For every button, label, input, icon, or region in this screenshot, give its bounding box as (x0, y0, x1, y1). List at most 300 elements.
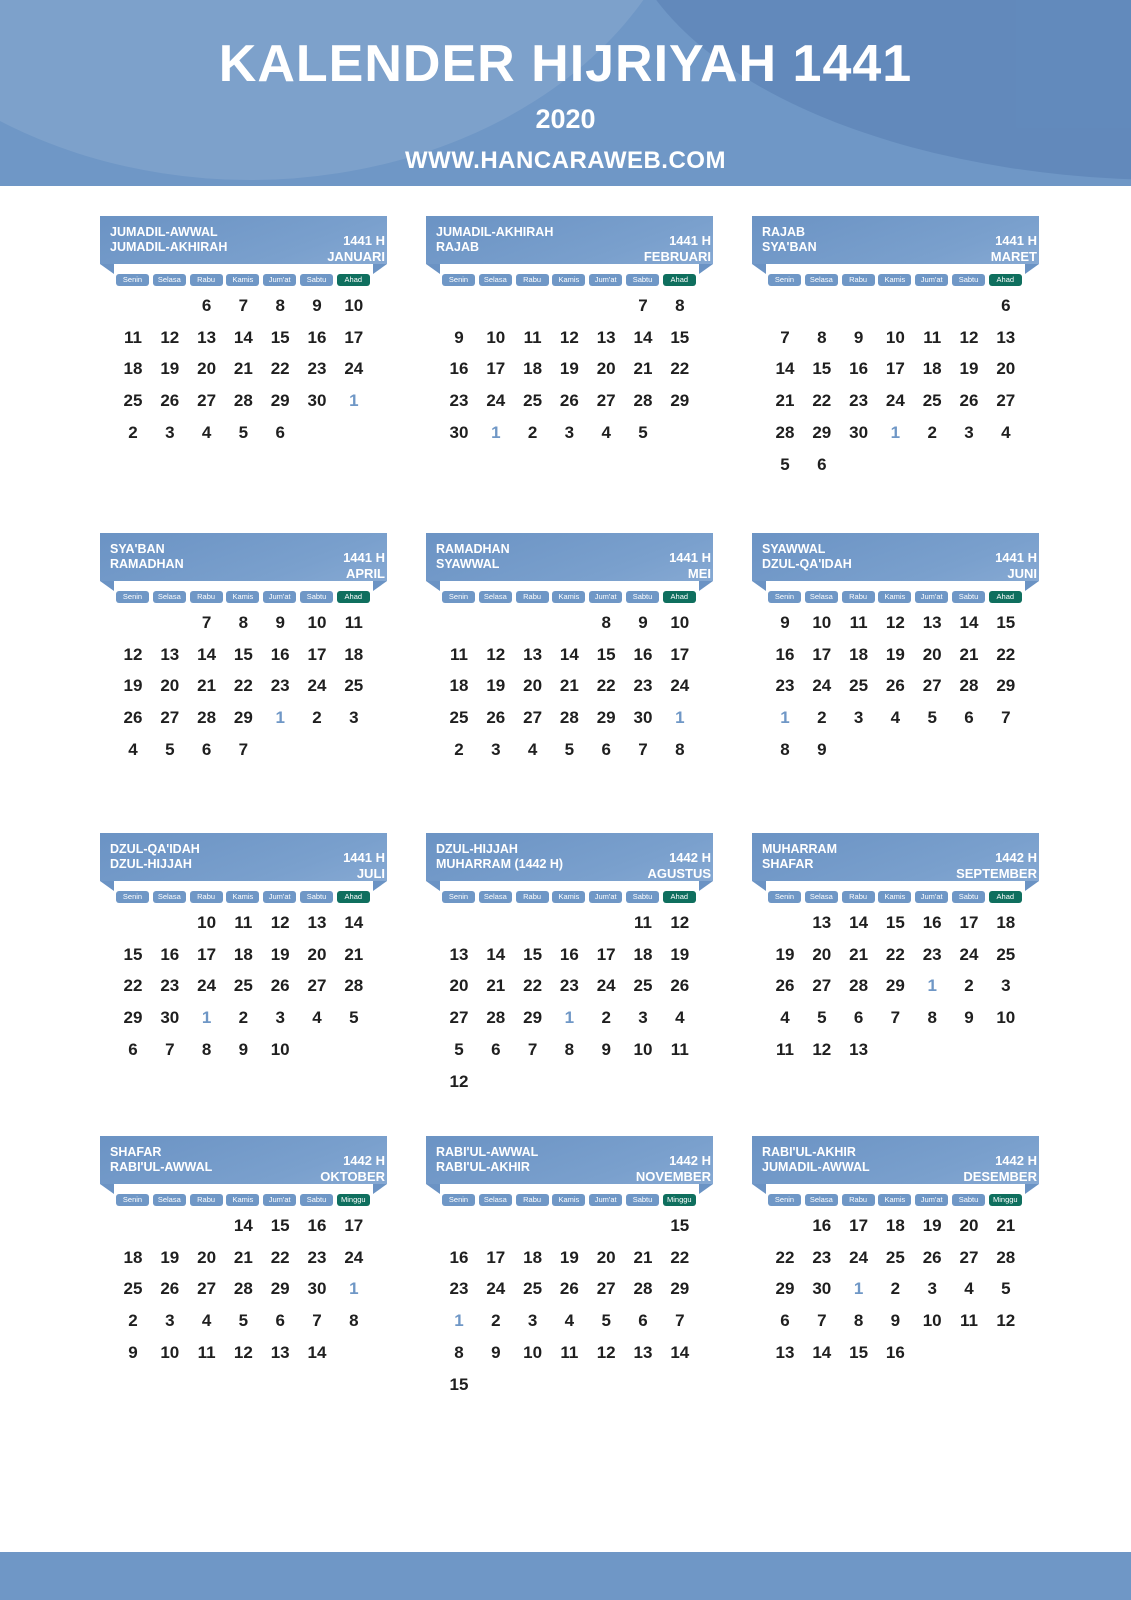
ribbon-fold (373, 581, 387, 591)
weekday-label: Kamis (878, 591, 911, 603)
month-block (426, 216, 726, 516)
weekday-label: Rabu (842, 274, 875, 286)
date-cell: 28 (233, 1279, 253, 1299)
date-cell: 23 (812, 1247, 832, 1267)
month-header (100, 533, 387, 581)
month-header (752, 833, 1039, 881)
date-cell: 18 (344, 644, 364, 664)
weekday-label: Rabu (190, 591, 223, 603)
date-cell: 18 (123, 1247, 143, 1267)
date-cell: 1 (853, 1279, 864, 1299)
gregorian-month: APRIL (346, 566, 385, 581)
date-cell: 27 (307, 976, 327, 996)
date-cell: 2 (890, 1279, 901, 1299)
date-cell: 4 (527, 739, 538, 759)
date-cell: 21 (633, 1247, 653, 1267)
date-cell: 2 (312, 708, 322, 728)
date-cell: 8 (275, 296, 285, 315)
ribbon-fold (699, 264, 713, 274)
weekday-label: Rabu (842, 891, 875, 903)
date-cell: 22 (270, 1247, 290, 1267)
weekday-label: Kamis (226, 274, 259, 286)
date-cell: 13 (270, 1342, 290, 1362)
date-cell: 27 (449, 1008, 469, 1028)
date-cell: 27 (996, 391, 1016, 411)
date-cell: 1 (349, 391, 359, 411)
ribbon-fold (100, 264, 114, 274)
date-cell: 21 (559, 676, 579, 696)
date-cell: 19 (885, 644, 905, 664)
date-cell: 8 (349, 1311, 359, 1331)
date-cell: 22 (885, 944, 905, 964)
weekday-row (116, 591, 376, 603)
weekday-label: Jum'at (589, 274, 622, 286)
weekday-label: Ahad (337, 274, 370, 286)
ribbon-fold (752, 1184, 766, 1194)
date-cell: 19 (123, 676, 143, 696)
weekday-label: Jum'at (263, 891, 296, 903)
date-cell: 17 (486, 359, 506, 379)
date-cell: 26 (160, 391, 180, 411)
date-cell: 22 (596, 676, 616, 696)
date-cell: 2 (527, 422, 538, 442)
date-cell: 11 (670, 1039, 689, 1059)
date-cell: 11 (960, 1311, 978, 1331)
date-cell: 1 (275, 708, 285, 728)
date-cell: 24 (486, 1279, 506, 1299)
month-header (752, 216, 1039, 264)
date-cell: 15 (449, 1374, 469, 1394)
date-cell: 9 (638, 613, 648, 632)
date-cell: 26 (885, 676, 905, 696)
date-cell: 25 (996, 944, 1016, 964)
date-cell: 20 (523, 676, 543, 696)
date-cell: 18 (885, 1216, 905, 1235)
ribbon-fold (426, 264, 440, 274)
date-cell: 2 (238, 1008, 249, 1028)
weekday-label: Jum'at (589, 1194, 622, 1206)
ribbon-fold (752, 264, 766, 274)
date-cell: 26 (270, 976, 290, 996)
date-cell: 17 (885, 359, 905, 379)
date-cell: 15 (670, 1216, 690, 1235)
weekday-label: Sabtu (300, 1194, 333, 1206)
date-cell: 18 (633, 944, 653, 964)
weekday-label: Kamis (878, 1194, 911, 1206)
date-cell: 15 (812, 359, 832, 379)
date-cell: 16 (449, 1247, 469, 1267)
date-cell: 8 (675, 296, 685, 315)
date-cell: 30 (449, 422, 469, 442)
month-block (752, 833, 1052, 1133)
date-cell: 15 (596, 644, 616, 664)
date-cell: 3 (527, 1311, 538, 1331)
date-cell: 9 (890, 1311, 901, 1331)
date-cell: 28 (344, 976, 364, 996)
date-cell: 24 (596, 976, 616, 996)
hijri-month-start: RABI'UL-AKHIR (762, 1145, 856, 1159)
hijri-year: 1442 H (343, 1153, 385, 1168)
date-cell: 4 (564, 1311, 575, 1331)
date-cell: 5 (238, 1311, 249, 1331)
gregorian-month: JULI (356, 866, 385, 881)
weekday-label: Ahad (663, 274, 696, 286)
date-cell: 7 (780, 327, 790, 347)
hijri-month-end: SYA'BAN (762, 240, 817, 254)
hijri-month-start: SYAWWAL (762, 542, 826, 556)
date-cell: 17 (307, 644, 327, 664)
gregorian-month: NOVEMBER (635, 1169, 711, 1184)
date-cell: 10 (486, 327, 506, 347)
date-cell: 11 (523, 327, 542, 347)
weekday-label: Senin (116, 1194, 149, 1206)
weekday-label: Selasa (153, 274, 186, 286)
date-cell: 25 (523, 1279, 543, 1299)
date-cell: 29 (996, 676, 1016, 696)
date-cell: 1 (564, 1008, 575, 1028)
date-cell: 5 (165, 739, 175, 759)
date-cell: 13 (307, 913, 327, 932)
date-cell: 26 (160, 1279, 180, 1299)
gregorian-month: AGUSTUS (647, 866, 711, 881)
weekday-label: Ahad (989, 274, 1022, 286)
date-cell: 24 (885, 391, 905, 411)
date-cell: 18 (922, 359, 942, 379)
hijri-month-end: JUMADIL-AWWAL (762, 1160, 870, 1174)
month-block (100, 1136, 400, 1436)
date-cell: 9 (275, 613, 285, 632)
date-cell: 24 (959, 944, 979, 964)
date-cell: 6 (201, 739, 212, 759)
date-cell: 16 (307, 327, 327, 347)
date-cell: 19 (959, 359, 979, 379)
date-cell: 13 (812, 913, 832, 932)
weekday-label: Jum'at (915, 591, 948, 603)
date-cell: 7 (638, 739, 648, 759)
date-cell: 27 (922, 676, 942, 696)
date-cell: 17 (344, 327, 364, 347)
date-cell: 28 (775, 422, 795, 442)
date-cell: 12 (596, 1342, 616, 1362)
hijri-month-start: DZUL-QA'IDAH (110, 842, 200, 856)
ribbon-fold (426, 581, 440, 591)
date-cell: 6 (817, 454, 827, 474)
date-cell: 29 (885, 976, 905, 996)
date-cell: 6 (964, 708, 974, 728)
date-cell: 6 (638, 1311, 648, 1331)
weekday-row (442, 591, 702, 603)
date-cell: 7 (890, 1008, 901, 1028)
weekday-label: Sabtu (626, 1194, 659, 1206)
month-block (752, 1136, 1052, 1436)
date-cell: 12 (270, 913, 290, 932)
weekday-row (768, 591, 1028, 603)
date-cell: 26 (123, 708, 143, 728)
date-cell: 9 (817, 739, 827, 759)
date-cell: 5 (238, 422, 249, 442)
date-cell: 20 (596, 1247, 616, 1267)
date-cell: 23 (307, 1247, 327, 1267)
date-cell: 21 (775, 391, 795, 411)
hijri-year: 1441 H (995, 233, 1037, 248)
weekday-label: Selasa (479, 1194, 512, 1206)
date-cell: 14 (307, 1342, 327, 1362)
month-header (426, 1136, 713, 1184)
date-cell: 12 (885, 613, 905, 632)
month-header (752, 533, 1039, 581)
date-cell: 9 (601, 1039, 611, 1059)
date-cell: 25 (885, 1247, 905, 1267)
date-cell: 28 (233, 391, 253, 411)
date-cell: 3 (491, 739, 501, 759)
weekday-label: Selasa (153, 591, 186, 603)
date-cell: 20 (307, 944, 327, 964)
date-cell: 13 (523, 644, 543, 664)
date-cell: 24 (849, 1247, 869, 1267)
date-cell: 28 (486, 1008, 506, 1028)
date-cell: 9 (964, 1008, 974, 1028)
date-cell: 30 (307, 391, 327, 411)
date-cell: 6 (1001, 296, 1011, 315)
date-cell: 7 (638, 296, 648, 315)
date-cell: 30 (812, 1279, 832, 1299)
date-cell: 16 (160, 944, 180, 964)
weekday-row (768, 891, 1028, 903)
weekday-label: Sabtu (626, 591, 659, 603)
weekday-label: Kamis (552, 591, 585, 603)
date-cell: 29 (270, 391, 290, 411)
ribbon-fold (699, 1184, 713, 1194)
hijri-year: 1442 H (669, 850, 711, 865)
date-cell: 3 (853, 708, 864, 728)
hijri-month-end: RABI'UL-AWWAL (110, 1160, 213, 1174)
date-cell: 25 (849, 676, 869, 696)
date-cell: 23 (160, 976, 180, 996)
hijri-year: 1441 H (343, 550, 385, 565)
date-cell: 8 (201, 1039, 212, 1059)
date-cell: 21 (633, 359, 653, 379)
date-cell: 9 (491, 1342, 501, 1362)
ribbon-fold (1025, 881, 1039, 891)
date-cell: 7 (312, 1311, 322, 1331)
date-cell: 18 (449, 676, 469, 696)
weekday-label: Senin (442, 891, 475, 903)
hijri-month-end: RAJAB (436, 240, 480, 254)
date-cell: 3 (638, 1008, 648, 1028)
date-cell: 27 (959, 1247, 979, 1267)
hijri-month-start: SHAFAR (110, 1145, 162, 1159)
weekday-label: Sabtu (626, 891, 659, 903)
date-cell: 11 (344, 613, 363, 632)
date-cell: 22 (812, 391, 832, 411)
month-block (752, 533, 1052, 833)
page-year: 2020 (535, 104, 596, 134)
date-cell: 4 (201, 1311, 212, 1331)
date-cell: 20 (160, 676, 180, 696)
date-cell: 8 (564, 1039, 575, 1059)
page-title: KALENDER HIJRIYAH 1441 (218, 35, 913, 93)
month-header (426, 216, 713, 264)
weekday-label: Rabu (190, 891, 223, 903)
ribbon-fold (1025, 264, 1039, 274)
gregorian-month: JUNI (1007, 566, 1037, 581)
date-cell: 29 (670, 391, 690, 411)
date-cell: 25 (922, 391, 942, 411)
ribbon-fold (373, 1184, 387, 1194)
date-cell: 16 (775, 644, 795, 664)
date-cell: 2 (927, 422, 937, 442)
date-cell: 26 (559, 1279, 579, 1299)
date-cell: 9 (312, 296, 322, 315)
date-cell: 5 (564, 739, 575, 759)
date-cell: 30 (160, 1008, 180, 1028)
date-cell: 5 (454, 1039, 464, 1059)
date-cell: 21 (233, 359, 253, 379)
month-block (100, 833, 400, 1133)
date-cell: 21 (233, 1247, 253, 1267)
date-cell: 11 (923, 327, 942, 347)
date-cell: 22 (670, 359, 690, 379)
date-cell: 23 (775, 676, 795, 696)
date-cell: 4 (890, 708, 901, 728)
hijri-year: 1441 H (343, 850, 385, 865)
weekday-row (116, 274, 376, 286)
date-cell: 15 (996, 613, 1016, 632)
date-cell: 3 (927, 1279, 937, 1299)
hijri-month-end: RAMADHAN (110, 557, 184, 571)
hijri-month-end: JUMADIL-AKHIRAH (110, 240, 228, 254)
weekday-label: Senin (116, 274, 149, 286)
date-cell: 8 (238, 613, 249, 632)
date-cell: 28 (197, 708, 217, 728)
weekday-label: Kamis (552, 274, 585, 286)
date-cell: 25 (123, 1279, 143, 1299)
date-cell: 6 (275, 1311, 285, 1331)
date-cell: 12 (160, 327, 180, 347)
weekday-label: Senin (116, 591, 149, 603)
weekday-label: Jum'at (915, 891, 948, 903)
date-cell: 8 (780, 739, 790, 759)
date-cell: 2 (454, 739, 464, 759)
month-block (752, 216, 1052, 516)
date-cell: 3 (165, 1311, 175, 1331)
date-cell: 25 (449, 708, 469, 728)
date-cell: 6 (128, 1039, 138, 1059)
date-cell: 24 (344, 1247, 364, 1267)
date-cell: 17 (670, 644, 690, 664)
date-cell: 6 (853, 1008, 864, 1028)
date-cell: 15 (849, 1342, 869, 1362)
date-cell: 22 (233, 676, 253, 696)
date-cell: 21 (486, 976, 506, 996)
date-cell: 4 (1001, 422, 1011, 442)
ribbon-fold (1025, 1184, 1039, 1194)
date-cell: 17 (486, 1247, 506, 1267)
weekday-label: Jum'at (915, 274, 948, 286)
date-cell: 14 (233, 1216, 253, 1235)
date-cell: 1 (201, 1008, 212, 1028)
date-cell: 10 (307, 613, 327, 632)
date-cell: 25 (344, 676, 364, 696)
date-cell: 5 (349, 1008, 359, 1028)
date-cell: 16 (270, 644, 290, 664)
date-cell: 16 (849, 359, 869, 379)
date-cell: 2 (601, 1008, 611, 1028)
date-cell: 23 (270, 676, 290, 696)
date-cell: 3 (165, 422, 175, 442)
weekday-row (442, 1194, 702, 1206)
date-cell: 4 (964, 1279, 974, 1299)
date-cell: 2 (817, 708, 827, 728)
weekday-label: Ahad (989, 891, 1022, 903)
date-cell: 11 (634, 913, 652, 932)
hijri-month-start: JUMADIL-AWWAL (110, 225, 218, 239)
date-cell: 11 (234, 913, 253, 932)
weekday-label: Selasa (805, 591, 838, 603)
date-cell: 12 (449, 1071, 469, 1091)
weekday-label: Rabu (190, 274, 223, 286)
weekday-label: Jum'at (263, 1194, 296, 1206)
date-cell: 3 (564, 422, 575, 442)
weekday-label: Ahad (337, 591, 370, 603)
date-cell: 28 (959, 676, 979, 696)
date-cell: 10 (160, 1342, 180, 1362)
date-cell: 3 (964, 422, 974, 442)
date-cell: 26 (486, 708, 506, 728)
date-cell: 6 (491, 1039, 501, 1059)
date-cell: 29 (123, 1008, 143, 1028)
weekday-row (768, 274, 1028, 286)
date-cell: 27 (160, 708, 180, 728)
hijri-year: 1442 H (669, 1153, 711, 1168)
ribbon-fold (426, 1184, 440, 1194)
weekday-label: Senin (768, 591, 801, 603)
header-banner (0, 0, 1131, 186)
date-cell: 28 (996, 1247, 1016, 1267)
date-cell: 7 (165, 1039, 175, 1059)
month-block (426, 533, 726, 833)
weekday-label: Sabtu (300, 891, 333, 903)
date-cell: 27 (596, 1279, 616, 1299)
date-cell: 23 (633, 676, 653, 696)
hijri-month-start: RAMADHAN (436, 542, 510, 556)
date-cell: 10 (670, 613, 690, 632)
date-cell: 28 (633, 391, 653, 411)
date-cell: 1 (675, 708, 685, 728)
hijri-year: 1441 H (669, 550, 711, 565)
gregorian-month: SEPTEMBER (956, 866, 1037, 881)
ribbon-fold (373, 881, 387, 891)
date-cell: 17 (959, 913, 979, 932)
date-cell: 23 (922, 944, 942, 964)
date-cell: 20 (197, 359, 217, 379)
month-header (100, 216, 387, 264)
hijri-month-end: SHAFAR (762, 857, 814, 871)
date-cell: 14 (197, 644, 217, 664)
date-cell: 12 (233, 1342, 253, 1362)
date-cell: 16 (449, 359, 469, 379)
date-cell: 29 (670, 1279, 690, 1299)
hijri-month-start: RABI'UL-AWWAL (436, 1145, 539, 1159)
date-cell: 22 (123, 976, 143, 996)
month-block (426, 833, 726, 1133)
weekday-label: Kamis (552, 1194, 585, 1206)
date-cell: 7 (675, 1311, 685, 1331)
date-cell: 29 (233, 708, 253, 728)
date-cell: 24 (486, 391, 506, 411)
gregorian-month: MARET (990, 249, 1037, 264)
date-cell: 20 (197, 1247, 217, 1267)
